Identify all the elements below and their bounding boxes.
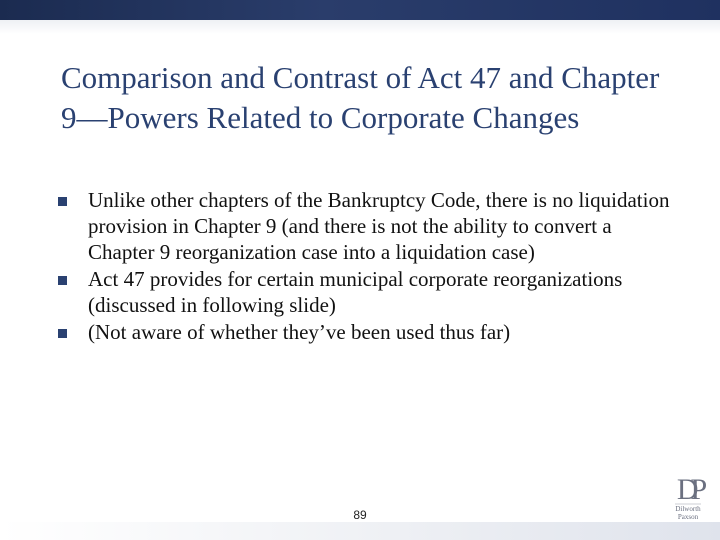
bullet-item bbox=[58, 319, 678, 345]
square-bullet-icon bbox=[58, 197, 67, 206]
bullet-item bbox=[58, 187, 678, 265]
page-number: 89 bbox=[353, 508, 367, 522]
logo-monogram: DP bbox=[676, 473, 700, 506]
logo-name-line1: Dilworth bbox=[675, 505, 701, 513]
bullet-text: Act 47 provides for certain municipal corporate reorganizations (discussed in following slide) bbox=[88, 267, 623, 317]
bullet-list bbox=[58, 187, 678, 345]
slide-title: Comparison and Contrast of Act 47 and Chapter 9—Powers Related to Corporate Changes bbox=[61, 60, 660, 135]
dilworth-paxson-logo bbox=[663, 465, 713, 525]
bullet-text: (Not aware of whether they’ve been used thus far) bbox=[88, 320, 511, 344]
footer-band bbox=[0, 522, 720, 540]
bullet-item bbox=[58, 266, 678, 318]
square-bullet-icon bbox=[58, 276, 67, 285]
header-shadow bbox=[0, 20, 720, 34]
top-header-band bbox=[0, 0, 720, 20]
logo-name-line2: Paxson bbox=[677, 513, 699, 521]
square-bullet-icon bbox=[58, 329, 67, 338]
bullet-text: Unlike other chapters of the Bankruptcy Code, there is no liquidation provision in Chapter 9 (and there is not the ability to convert a Chapter 9 reorganization case into a liquidation case) bbox=[88, 188, 670, 264]
